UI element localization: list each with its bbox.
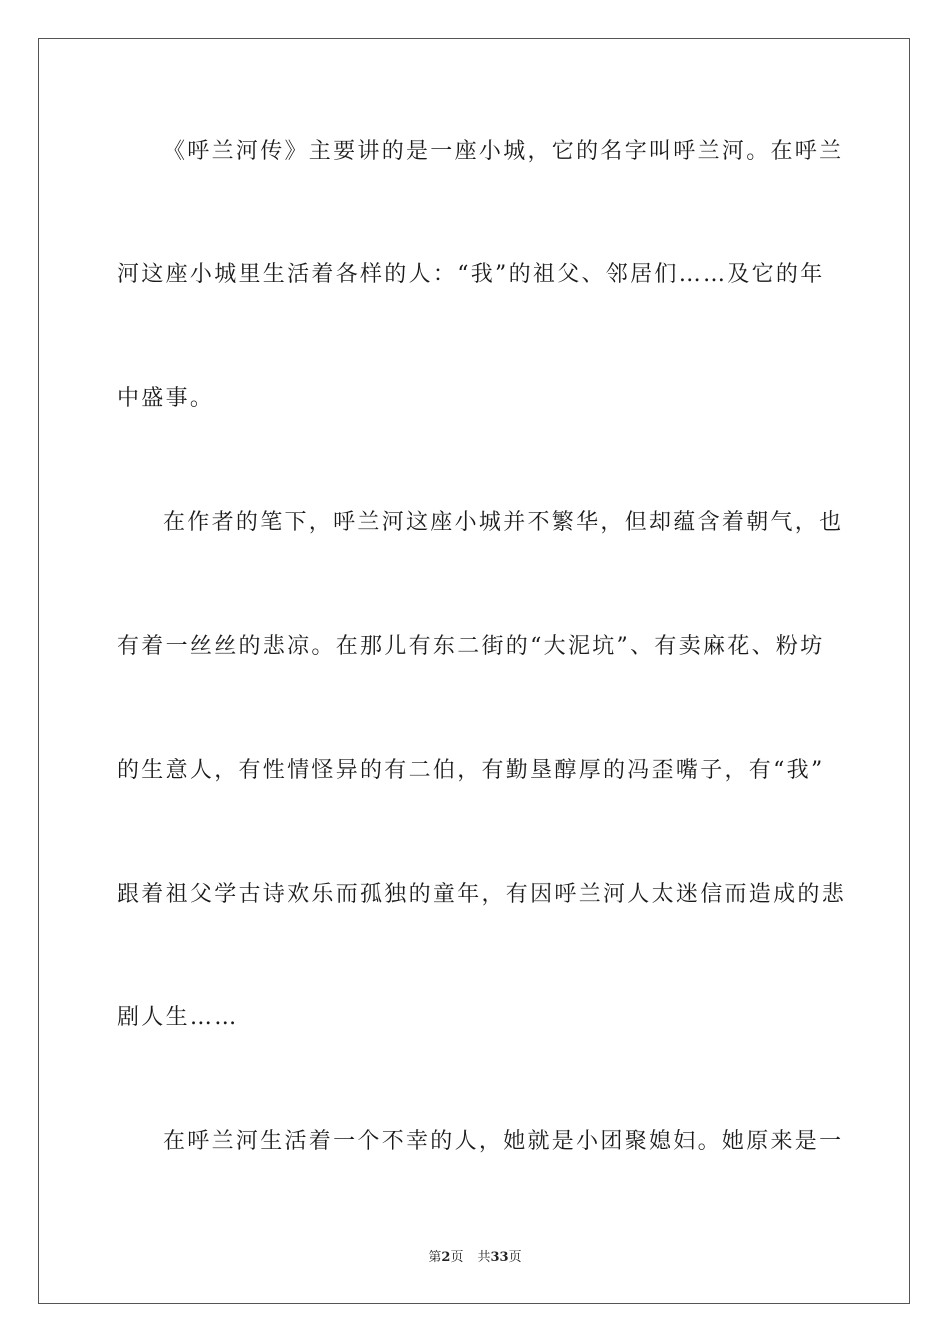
paragraph-2-line-4: 跟着祖父学古诗欢乐而孤独的童年，有因呼兰河人太迷信而造成的悲: [117, 882, 847, 907]
page-footer: [0, 1249, 950, 1267]
paragraph-2-line-5: 剧人生……: [117, 1005, 239, 1030]
paragraph-1-line-1: 《呼兰河传》主要讲的是一座小城，它的名字叫呼兰河。在呼兰: [163, 139, 844, 164]
page-prefix: 第: [428, 1250, 442, 1265]
page-number: 2: [441, 1250, 451, 1265]
paragraph-3-line-1: 在呼兰河生活着一个不幸的人，她就是小团聚媳妇。她原来是一: [163, 1129, 844, 1154]
paragraph-1-line-3: 中盛事。: [117, 386, 215, 411]
paragraph-2-line-1: 在作者的笔下，呼兰河这座小城并不繁华，但却蕴含着朝气，也: [163, 510, 844, 535]
paragraph-2-line-3: 的生意人，有性情怪异的有二伯，有勤垦醇厚的冯歪嘴子，有“我”: [117, 758, 825, 783]
paragraph-2-line-2: 有着一丝丝的悲凉。在那儿有东二街的“大泥坑”、有卖麻花、粉坊: [117, 634, 825, 659]
page-suffix: 页: [450, 1250, 464, 1265]
total-suffix: 页: [508, 1250, 522, 1265]
total-prefix: 共: [477, 1250, 491, 1265]
paragraph-1-line-2: 河这座小城里生活着各样的人：“我”的祖父、邻居们……及它的年: [117, 262, 825, 287]
page-border: [38, 38, 910, 1304]
total-pages: 33: [490, 1250, 509, 1265]
